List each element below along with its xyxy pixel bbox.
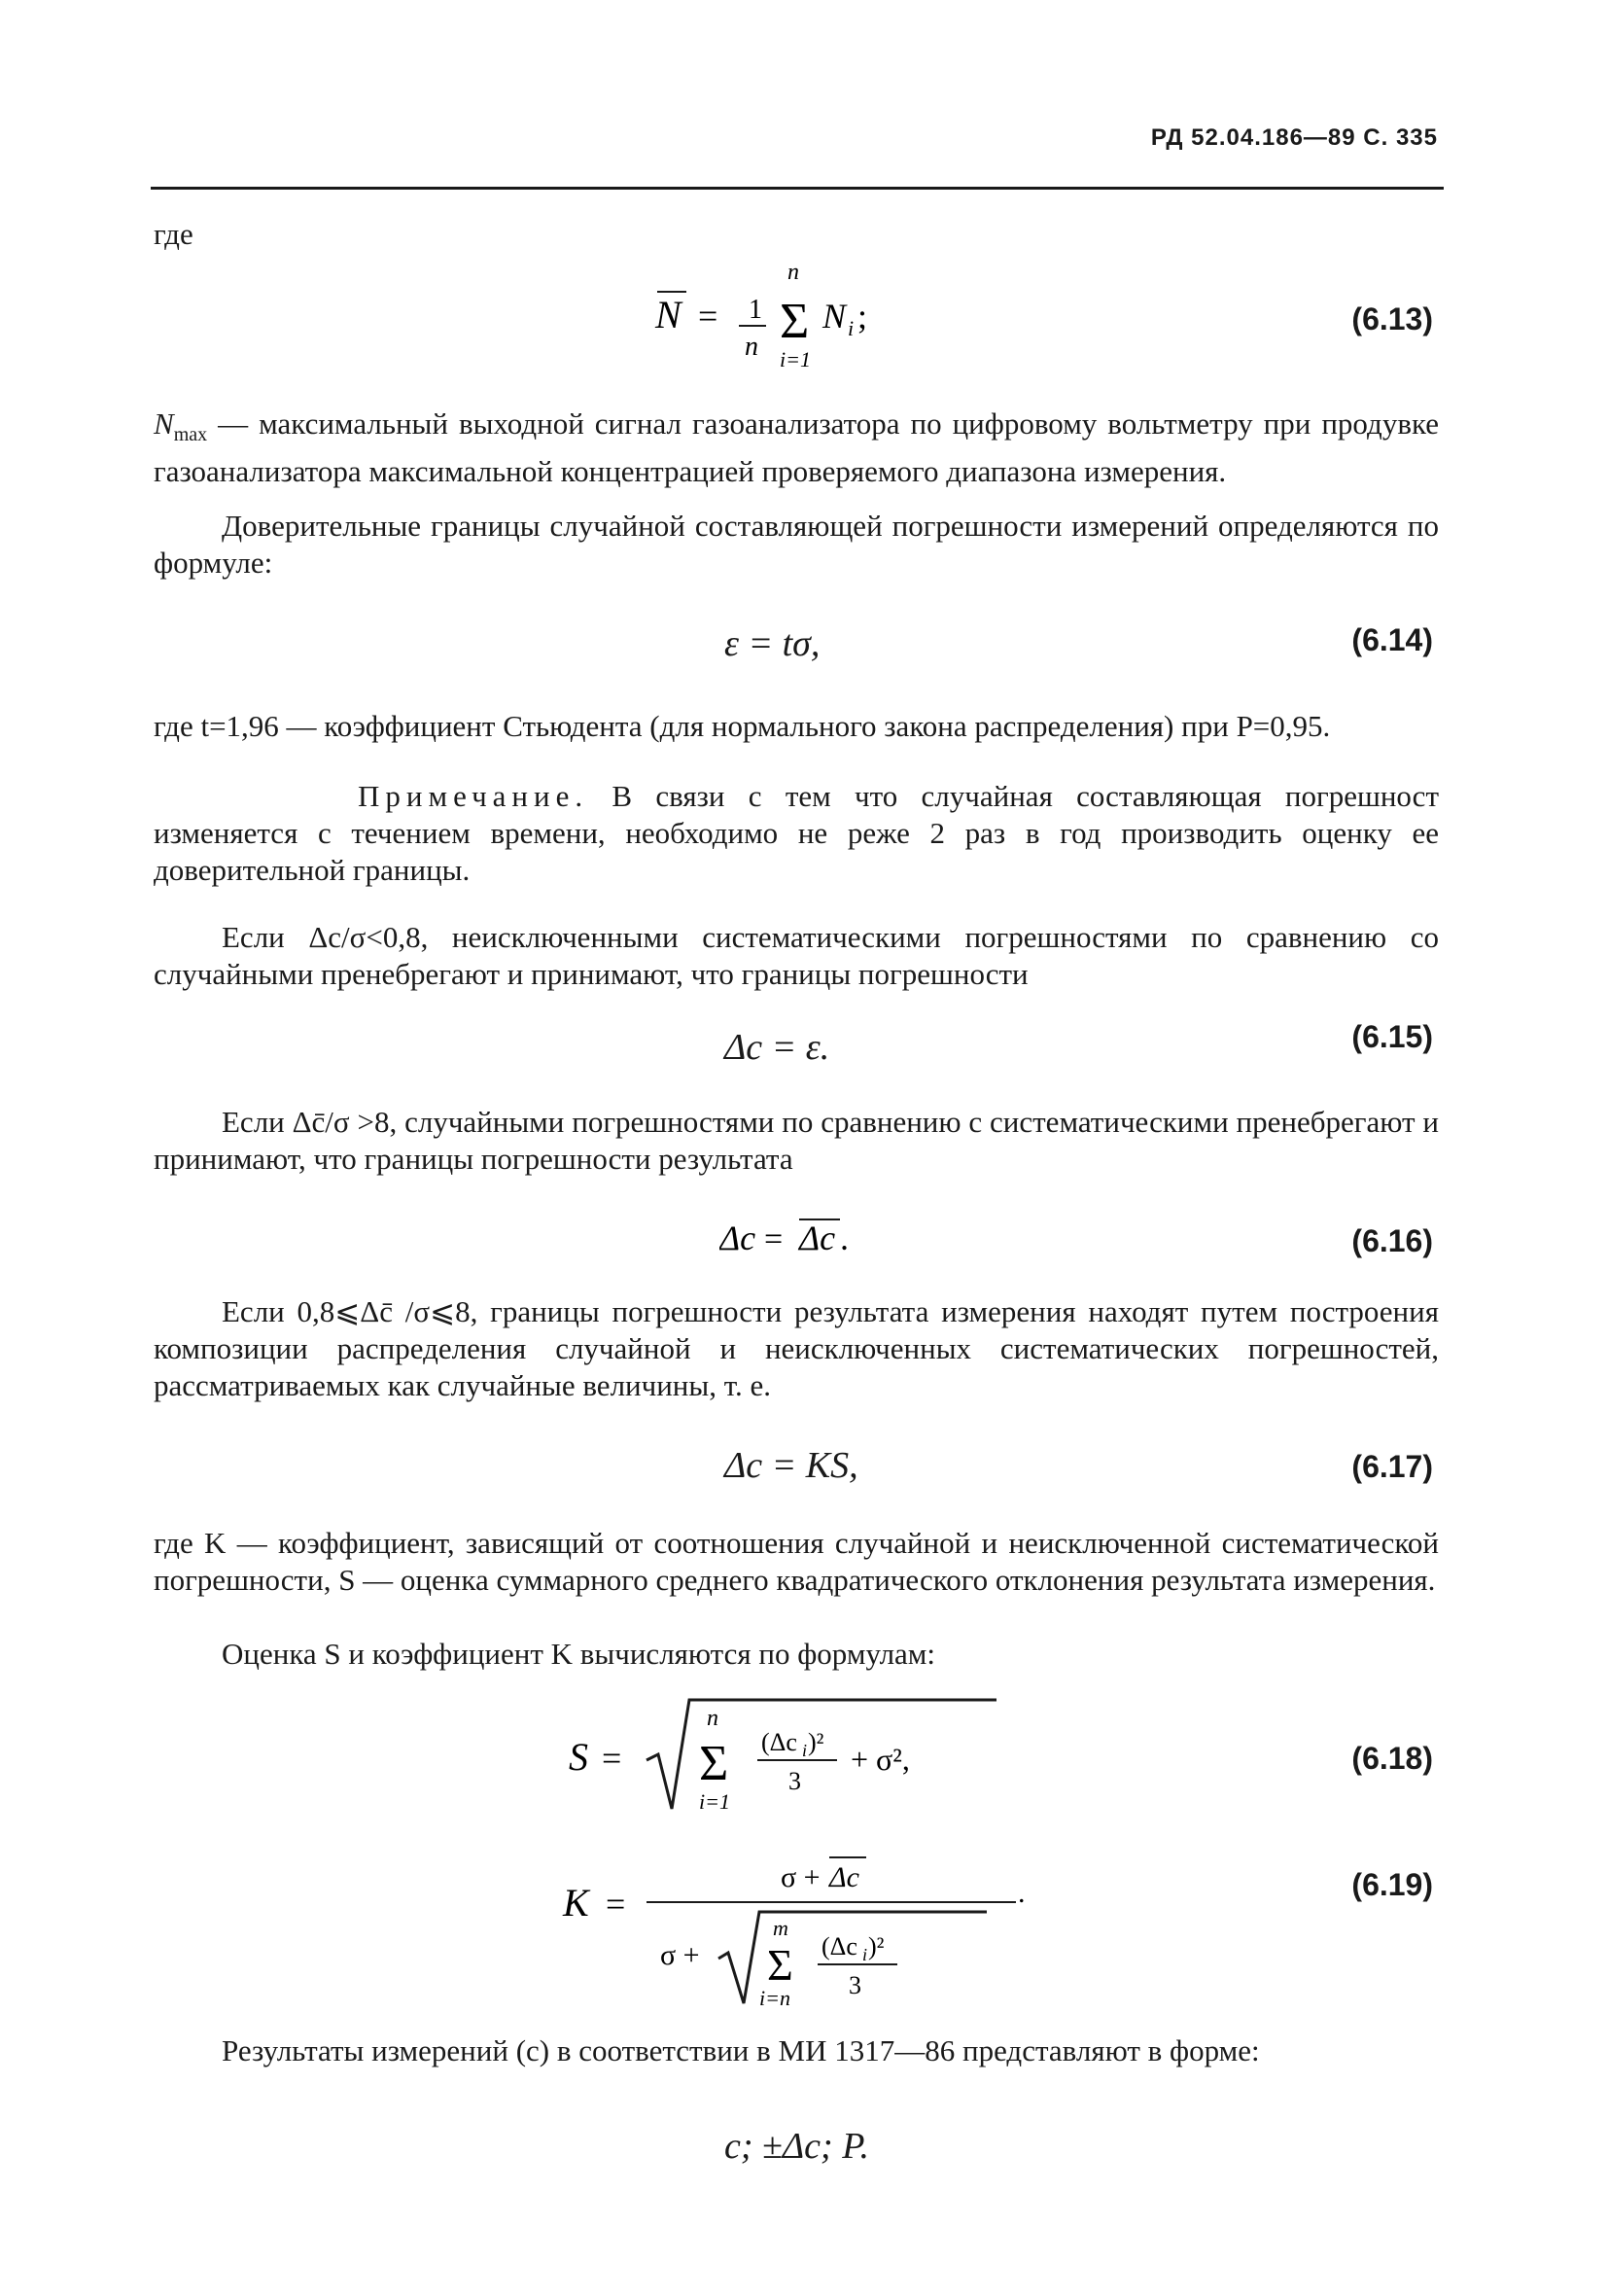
paragraph-if-between: Если 0,8⩽Δc̄ /σ⩽8, границы погрешности результата измерения находят путем построения композиции распределения случайной и неисключенных систематических погрешностей, рассматриваемых как случайные величины, т. е. [154,1294,1439,1402]
equation-6-18 [569,1692,1016,1819]
running-header: РД 52.04.186—89 С. 335 [1150,124,1438,151]
svg-text:n: n [787,260,799,285]
svg-text:Δc: Δc [799,1219,836,1257]
svg-text:)²: )² [808,1728,824,1756]
equation-number-6-16: (6.16) [1351,1223,1433,1258]
svg-text:.: . [1018,1877,1026,1909]
equation-6-16 [719,1206,875,1264]
svg-text:=: = [606,1885,626,1924]
nmax-subscript: max [173,424,208,446]
equation-number-6-14: (6.14) [1351,622,1433,657]
header-rule [151,187,1444,190]
equation-6-19 [559,1838,1045,2013]
paragraph-if-greater: Если Δc̄/σ >8, случайными погрешностями по сравнению с систематическими пренебрегают и принимают, что границы погрешности результата [154,1105,1439,1176]
svg-text:m: m [773,1916,788,1940]
svg-text:Σ: Σ [780,294,810,349]
svg-text:3: 3 [788,1767,801,1795]
svg-text:i: i [802,1741,808,1760]
svg-text:=: = [764,1221,784,1257]
svg-text:Δc: Δc [719,1219,756,1257]
note-label: Примечание. [358,779,589,813]
svg-text:1: 1 [749,295,762,325]
svg-text:i=n: i=n [759,1986,790,2010]
svg-text:i=1: i=1 [699,1789,730,1814]
svg-text:i: i [862,1945,868,1964]
svg-text:S: S [569,1735,588,1779]
equation-number-6-18: (6.18) [1351,1741,1433,1776]
note-text: В связи с тем что случайная составляющая погрешност изменяется с течением времени, необходимо не реже 2 раз в год производить оценку ее доверительной границы. [154,779,1439,887]
svg-text:i=1: i=1 [780,347,811,371]
svg-text:K: K [563,1881,589,1925]
svg-text:σ +: σ + [781,1861,821,1893]
svg-text:(Δc: (Δc [761,1728,797,1756]
nmax-text: — максимальный выходной сигнал газоанализатора по цифровому вольтметру при продувке газоанализатора максимальной концентрацией проверяемого диапазона измерения. [154,406,1440,489]
svg-text:=: = [602,1739,622,1778]
paragraph-confidence: Доверительные границы случайной составляющей погрешности измерений определяются по формуле: [154,509,1439,580]
paragraph-results: Результаты измерений (c) в соответствии в МИ 1317—86 представляют в форме: [222,2033,1260,2067]
equation-final: c; ±Δc; P. [724,2126,870,2167]
equation-number-6-17: (6.17) [1351,1449,1433,1484]
paragraph-estimate: Оценка S и коэффициент K вычисляются по формулам: [222,1637,936,1671]
svg-text:N: N [655,293,682,336]
svg-text:3: 3 [849,1971,861,1999]
equation-6-17: Δc = KS, [724,1445,858,1486]
paragraph-where: где [154,217,193,251]
paragraph-student: где t=1,96 — коэффициент Стьюдента (для нормального закона распределения) при P=0,95. [154,709,1331,743]
svg-text:Δc: Δc [829,1861,859,1893]
svg-text:n: n [707,1706,718,1731]
svg-text:Σ: Σ [767,1940,793,1990]
equation-6-13 [603,248,933,374]
svg-text:+ σ²,: + σ², [851,1742,910,1777]
svg-text:)²: )² [868,1932,885,1960]
svg-text:i: i [848,316,855,340]
equation-number-6-13: (6.13) [1351,301,1433,336]
svg-text:σ +: σ + [660,1939,700,1971]
svg-text:n: n [745,332,758,362]
paragraph-nmax [154,406,1439,490]
svg-text:=: = [698,297,718,336]
nmax-symbol: N [154,406,174,441]
equation-number-6-15: (6.15) [1351,1019,1433,1054]
equation-6-14: ε = tσ, [724,623,821,664]
equation-6-15: Δc = ε. [724,1027,830,1068]
svg-text:N: N [822,297,847,336]
note-paragraph [154,778,1439,889]
paragraph-if-less: Если Δc/σ<0,8, неисключенными систематическими погрешностями по сравнению со случайными пренебрегают и принимают, что границы погрешности [154,920,1439,991]
svg-text:;: ; [857,297,868,336]
svg-text:Σ: Σ [699,1736,729,1791]
svg-text:(Δc: (Δc [821,1932,857,1960]
equation-number-6-19: (6.19) [1351,1867,1433,1902]
paragraph-where-k: где K — коэффициент, зависящий от соотношения случайной и неисключенной систематической погрешности, S — оценка суммарного среднего квадратического отклонения результата измерения. [154,1526,1439,1597]
svg-text:.: . [840,1219,849,1257]
